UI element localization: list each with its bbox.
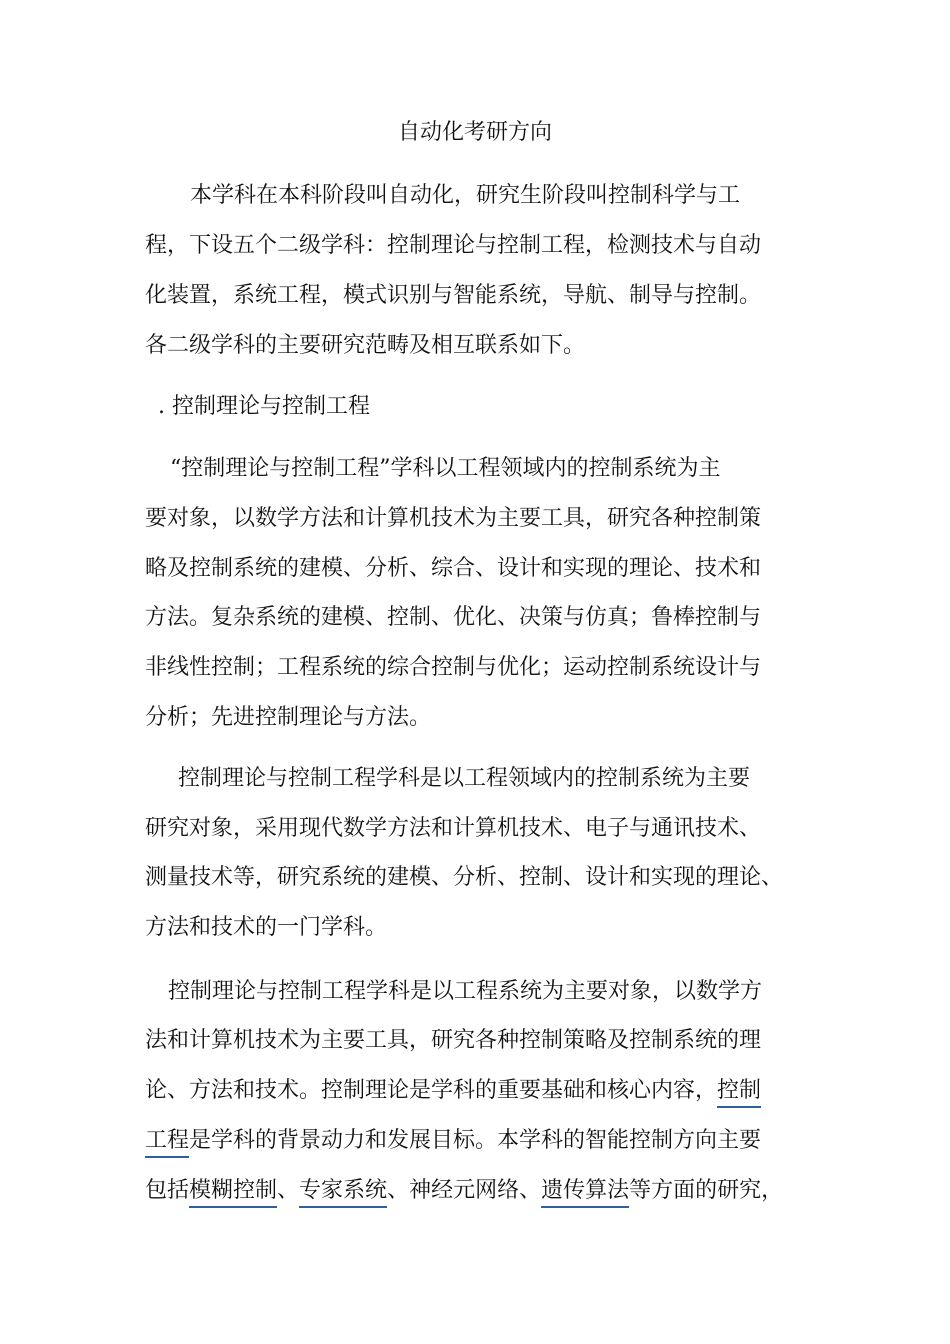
intro-line-4: 各二级学科的主要研究范畴及相互联系如下。: [145, 333, 586, 358]
separator-2: 、神经元网络、: [387, 1178, 542, 1203]
para1-line-6: 分析；先进控制理论与方法。: [145, 705, 432, 730]
para2-line-1: 控制理论与控制工程学科是以工程领域内的控制系统为主要: [178, 766, 751, 791]
para3-line-2: 法和计算机技术为主要工具，研究各种控制策略及控制系统的理: [145, 1028, 762, 1053]
para3-line-3: [145, 1076, 761, 1106]
link-genetic-algorithm[interactable]: 遗传算法: [541, 1178, 630, 1203]
intro-line-3: 化装置，系统工程，模式识别与智能系统，导航、制导与控制。: [145, 283, 762, 308]
link-expert-system[interactable]: 专家系统: [299, 1178, 388, 1203]
para1-line-2: 要对象，以数学方法和计算机技术为主要工具，研究各种控制策: [145, 506, 762, 531]
para3-line-1: 控制理论与控制工程学科是以工程系统为主要对象，以数学方: [168, 979, 763, 1004]
link-fuzzy-control[interactable]: 模糊控制: [189, 1178, 278, 1203]
link-control-engineering-part1[interactable]: 控制: [717, 1078, 762, 1103]
link-control-engineering-part2[interactable]: 工程: [145, 1128, 190, 1153]
para2-line-2: 研究对象，采用现代数学方法和计算机技术、电子与通讯技术、: [145, 816, 762, 841]
para3-line-5: [145, 1176, 783, 1206]
para3-line-4: [145, 1126, 761, 1156]
para2-line-3: 测量技术等，研究系统的建模、分析、控制、设计和实现的理论、: [145, 865, 784, 890]
intro-line-1: 本学科在本科阶段叫自动化，研究生阶段叫控制科学与工: [190, 183, 741, 208]
para1-line-5: 非线性控制；工程系统的综合控制与优化；运动控制系统设计与: [145, 655, 762, 680]
para2-line-4: 方法和技术的一门学科。: [145, 915, 388, 940]
separator-1: 、: [277, 1178, 300, 1203]
para1-line-1: “控制理论与控制工程”学科以工程领域内的控制系统为主: [170, 456, 721, 481]
intro-line-2: 程，下设五个二级学科：控制理论与控制工程，检测技术与自动: [145, 233, 762, 258]
para3-line-5-start: 包括: [145, 1178, 190, 1203]
document-title: 自动化考研方向: [397, 120, 552, 145]
section-heading: . 控制理论与控制工程: [158, 394, 370, 419]
para1-line-3: 略及控制系统的建模、分析、综合、设计和实现的理论、技术和: [145, 556, 762, 581]
para3-line-5-end: 等方面的研究，: [629, 1178, 784, 1203]
para1-line-4: 方法。复杂系统的建模、控制、优化、决策与仿真；鲁棒控制与: [145, 605, 762, 630]
para3-line-3-text: 论、方法和技术。控制理论是学科的重要基础和核心内容，: [145, 1078, 718, 1103]
para3-line-4-text: 是学科的背景动力和发展目标。本学科的智能控制方向主要: [189, 1128, 762, 1153]
